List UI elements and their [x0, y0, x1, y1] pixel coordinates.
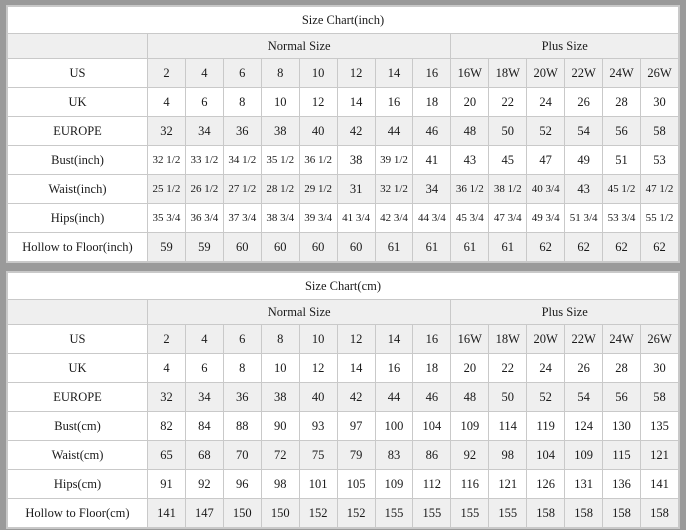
table-row [8, 59, 679, 88]
measurement-cell: 16 [413, 59, 451, 88]
measurement-cell: 65 [148, 441, 186, 470]
measurement-cell: 20W [527, 59, 565, 88]
measurement-cell: 88 [223, 412, 261, 441]
measurement-cell: 62 [565, 233, 603, 262]
measurement-cell: 44 [375, 117, 413, 146]
group-header-cell: Normal Size [148, 34, 451, 59]
measurement-cell: 48 [451, 117, 489, 146]
measurement-cell: 43 [451, 146, 489, 175]
measurement-cell: 116 [451, 470, 489, 499]
measurement-cell: 14 [375, 59, 413, 88]
measurement-cell: 54 [565, 117, 603, 146]
row-label: Hollow to Floor(inch) [8, 233, 148, 262]
measurement-cell: 114 [489, 412, 527, 441]
measurement-cell: 24W [603, 325, 641, 354]
measurement-cell: 61 [413, 233, 451, 262]
measurement-cell: 12 [337, 325, 375, 354]
measurement-cell: 86 [413, 441, 451, 470]
measurement-cell: 60 [223, 233, 261, 262]
table-row [8, 233, 679, 262]
measurement-cell: 31 [337, 175, 375, 204]
row-label: EUROPE [8, 383, 148, 412]
measurement-cell: 61 [489, 233, 527, 262]
measurement-cell: 97 [337, 412, 375, 441]
measurement-cell: 26 [565, 354, 603, 383]
size-chart-cm-table [7, 272, 679, 528]
measurement-cell: 40 [299, 117, 337, 146]
measurement-cell: 51 3/4 [565, 204, 603, 233]
measurement-cell: 98 [489, 441, 527, 470]
measurement-cell: 36 [223, 383, 261, 412]
measurement-cell: 2 [148, 325, 186, 354]
measurement-cell: 68 [185, 441, 223, 470]
measurement-cell: 135 [640, 412, 678, 441]
table-row [8, 175, 679, 204]
measurement-cell: 6 [223, 59, 261, 88]
measurement-cell: 147 [185, 499, 223, 528]
measurement-cell: 44 3/4 [413, 204, 451, 233]
size-chart-title: Size Chart(inch) [8, 7, 679, 34]
measurement-cell: 4 [148, 88, 186, 117]
measurement-cell: 25 1/2 [148, 175, 186, 204]
measurement-cell: 40 [299, 383, 337, 412]
measurement-cell: 60 [299, 233, 337, 262]
measurement-cell: 14 [337, 88, 375, 117]
measurement-cell: 104 [527, 441, 565, 470]
measurement-cell: 33 1/2 [185, 146, 223, 175]
measurement-cell: 59 [185, 233, 223, 262]
measurement-cell: 24 [527, 354, 565, 383]
measurement-cell: 6 [185, 354, 223, 383]
measurement-cell: 90 [261, 412, 299, 441]
measurement-cell: 8 [261, 325, 299, 354]
measurement-cell: 20W [527, 325, 565, 354]
measurement-cell: 100 [375, 412, 413, 441]
measurement-cell: 10 [261, 354, 299, 383]
measurement-cell: 70 [223, 441, 261, 470]
measurement-cell: 44 [375, 383, 413, 412]
table-row [8, 441, 679, 470]
measurement-cell: 24W [603, 59, 641, 88]
measurement-cell: 10 [261, 88, 299, 117]
measurement-cell: 112 [413, 470, 451, 499]
measurement-cell: 20 [451, 354, 489, 383]
measurement-cell: 42 [337, 117, 375, 146]
measurement-cell: 124 [565, 412, 603, 441]
size-chart-inch-table [7, 6, 679, 262]
measurement-cell: 32 1/2 [148, 146, 186, 175]
measurement-cell: 158 [640, 499, 678, 528]
group-header-corner [8, 300, 148, 325]
size-chart-cm [6, 271, 680, 529]
row-label: Hips(cm) [8, 470, 148, 499]
measurement-cell: 6 [185, 88, 223, 117]
measurement-cell: 38 [337, 146, 375, 175]
table-row [8, 88, 679, 117]
table-row [8, 117, 679, 146]
measurement-cell: 26 1/2 [185, 175, 223, 204]
measurement-cell: 18W [489, 59, 527, 88]
measurement-cell: 28 [603, 88, 641, 117]
measurement-cell: 52 [527, 117, 565, 146]
measurement-cell: 12 [299, 354, 337, 383]
measurement-cell: 96 [223, 470, 261, 499]
table-row [8, 325, 679, 354]
measurement-cell: 79 [337, 441, 375, 470]
measurement-cell: 16 [413, 325, 451, 354]
measurement-cell: 48 [451, 383, 489, 412]
measurement-cell: 38 [261, 383, 299, 412]
table-row [8, 204, 679, 233]
table-row [8, 146, 679, 175]
group-header-row [8, 34, 679, 59]
measurement-cell: 18W [489, 325, 527, 354]
size-chart-inch-body [8, 7, 679, 262]
measurement-cell: 37 3/4 [223, 204, 261, 233]
row-label: US [8, 325, 148, 354]
measurement-cell: 60 [261, 233, 299, 262]
measurement-cell: 4 [185, 325, 223, 354]
row-label: Hips(inch) [8, 204, 148, 233]
measurement-cell: 34 [413, 175, 451, 204]
measurement-cell: 32 1/2 [375, 175, 413, 204]
measurement-cell: 18 [413, 88, 451, 117]
measurement-cell: 6 [223, 325, 261, 354]
measurement-cell: 22 [489, 354, 527, 383]
measurement-cell: 98 [261, 470, 299, 499]
measurement-cell: 36 3/4 [185, 204, 223, 233]
measurement-cell: 50 [489, 383, 527, 412]
measurement-cell: 62 [527, 233, 565, 262]
measurement-cell: 50 [489, 117, 527, 146]
group-header-cell: Plus Size [451, 300, 679, 325]
row-label: US [8, 59, 148, 88]
measurement-cell: 34 1/2 [223, 146, 261, 175]
measurement-cell: 47 1/2 [640, 175, 678, 204]
measurement-cell: 24 [527, 88, 565, 117]
measurement-cell: 16 [375, 88, 413, 117]
measurement-cell: 62 [603, 233, 641, 262]
measurement-cell: 32 [148, 383, 186, 412]
measurement-cell: 16W [451, 325, 489, 354]
measurement-cell: 61 [451, 233, 489, 262]
measurement-cell: 39 3/4 [299, 204, 337, 233]
measurement-cell: 41 3/4 [337, 204, 375, 233]
measurement-cell: 59 [148, 233, 186, 262]
measurement-cell: 56 [603, 117, 641, 146]
measurement-cell: 47 3/4 [489, 204, 527, 233]
measurement-cell: 82 [148, 412, 186, 441]
measurement-cell: 32 [148, 117, 186, 146]
table-row [8, 412, 679, 441]
measurement-cell: 8 [261, 59, 299, 88]
measurement-cell: 38 1/2 [489, 175, 527, 204]
measurement-cell: 45 [489, 146, 527, 175]
measurement-cell: 18 [413, 354, 451, 383]
measurement-cell: 84 [185, 412, 223, 441]
measurement-cell: 56 [603, 383, 641, 412]
measurement-cell: 12 [299, 88, 337, 117]
group-header-corner [8, 34, 148, 59]
measurement-cell: 35 1/2 [261, 146, 299, 175]
measurement-cell: 16 [375, 354, 413, 383]
measurement-cell: 54 [565, 383, 603, 412]
measurement-cell: 115 [603, 441, 641, 470]
measurement-cell: 20 [451, 88, 489, 117]
measurement-cell: 109 [451, 412, 489, 441]
measurement-cell: 126 [527, 470, 565, 499]
measurement-cell: 49 3/4 [527, 204, 565, 233]
group-header-cell: Normal Size [148, 300, 451, 325]
title-row [8, 7, 679, 34]
measurement-cell: 10 [299, 325, 337, 354]
measurement-cell: 4 [185, 59, 223, 88]
measurement-cell: 4 [148, 354, 186, 383]
size-chart-title: Size Chart(cm) [8, 273, 679, 300]
measurement-cell: 22W [565, 325, 603, 354]
measurement-cell: 150 [223, 499, 261, 528]
measurement-cell: 55 1/2 [640, 204, 678, 233]
row-label: UK [8, 354, 148, 383]
row-label: UK [8, 88, 148, 117]
measurement-cell: 34 [185, 383, 223, 412]
measurement-cell: 155 [451, 499, 489, 528]
row-label: Waist(inch) [8, 175, 148, 204]
measurement-cell: 155 [413, 499, 451, 528]
measurement-cell: 22W [565, 59, 603, 88]
measurement-cell: 53 3/4 [603, 204, 641, 233]
measurement-cell: 38 [261, 117, 299, 146]
measurement-cell: 35 3/4 [148, 204, 186, 233]
measurement-cell: 36 [223, 117, 261, 146]
measurement-cell: 46 [413, 117, 451, 146]
measurement-cell: 152 [337, 499, 375, 528]
row-label: Hollow to Floor(cm) [8, 499, 148, 528]
table-row [8, 354, 679, 383]
measurement-cell: 26 [565, 88, 603, 117]
measurement-cell: 36 1/2 [451, 175, 489, 204]
measurement-cell: 36 1/2 [299, 146, 337, 175]
measurement-cell: 158 [603, 499, 641, 528]
measurement-cell: 158 [527, 499, 565, 528]
measurement-cell: 155 [489, 499, 527, 528]
measurement-cell: 12 [337, 59, 375, 88]
measurement-cell: 38 3/4 [261, 204, 299, 233]
measurement-cell: 26W [640, 59, 678, 88]
measurement-cell: 14 [375, 325, 413, 354]
measurement-cell: 104 [413, 412, 451, 441]
measurement-cell: 60 [337, 233, 375, 262]
group-header-row [8, 300, 679, 325]
measurement-cell: 109 [565, 441, 603, 470]
measurement-cell: 93 [299, 412, 337, 441]
measurement-cell: 75 [299, 441, 337, 470]
measurement-cell: 51 [603, 146, 641, 175]
measurement-cell: 39 1/2 [375, 146, 413, 175]
row-label: EUROPE [8, 117, 148, 146]
measurement-cell: 49 [565, 146, 603, 175]
size-chart-cm-body [8, 273, 679, 528]
measurement-cell: 26W [640, 325, 678, 354]
measurement-cell: 45 1/2 [603, 175, 641, 204]
row-label: Bust(inch) [8, 146, 148, 175]
measurement-cell: 152 [299, 499, 337, 528]
measurement-cell: 10 [299, 59, 337, 88]
measurement-cell: 30 [640, 354, 678, 383]
measurement-cell: 141 [640, 470, 678, 499]
measurement-cell: 131 [565, 470, 603, 499]
measurement-cell: 83 [375, 441, 413, 470]
measurement-cell: 105 [337, 470, 375, 499]
measurement-cell: 45 3/4 [451, 204, 489, 233]
measurement-cell: 42 [337, 383, 375, 412]
measurement-cell: 43 [565, 175, 603, 204]
measurement-cell: 28 1/2 [261, 175, 299, 204]
measurement-cell: 30 [640, 88, 678, 117]
measurement-cell: 121 [489, 470, 527, 499]
measurement-cell: 14 [337, 354, 375, 383]
measurement-cell: 92 [185, 470, 223, 499]
measurement-cell: 141 [148, 499, 186, 528]
measurement-cell: 8 [223, 88, 261, 117]
measurement-cell: 155 [375, 499, 413, 528]
measurement-cell: 119 [527, 412, 565, 441]
measurement-cell: 29 1/2 [299, 175, 337, 204]
measurement-cell: 109 [375, 470, 413, 499]
measurement-cell: 28 [603, 354, 641, 383]
measurement-cell: 2 [148, 59, 186, 88]
measurement-cell: 150 [261, 499, 299, 528]
measurement-cell: 8 [223, 354, 261, 383]
measurement-cell: 52 [527, 383, 565, 412]
table-row [8, 499, 679, 528]
group-header-cell: Plus Size [451, 34, 679, 59]
measurement-cell: 101 [299, 470, 337, 499]
measurement-cell: 91 [148, 470, 186, 499]
measurement-cell: 27 1/2 [223, 175, 261, 204]
table-row [8, 383, 679, 412]
measurement-cell: 158 [565, 499, 603, 528]
table-row [8, 470, 679, 499]
measurement-cell: 34 [185, 117, 223, 146]
measurement-cell: 47 [527, 146, 565, 175]
measurement-cell: 58 [640, 383, 678, 412]
measurement-cell: 16W [451, 59, 489, 88]
measurement-cell: 42 3/4 [375, 204, 413, 233]
measurement-cell: 121 [640, 441, 678, 470]
measurement-cell: 40 3/4 [527, 175, 565, 204]
measurement-cell: 62 [640, 233, 678, 262]
measurement-cell: 92 [451, 441, 489, 470]
measurement-cell: 72 [261, 441, 299, 470]
row-label: Bust(cm) [8, 412, 148, 441]
measurement-cell: 46 [413, 383, 451, 412]
measurement-cell: 22 [489, 88, 527, 117]
measurement-cell: 61 [375, 233, 413, 262]
measurement-cell: 58 [640, 117, 678, 146]
measurement-cell: 41 [413, 146, 451, 175]
title-row [8, 273, 679, 300]
measurement-cell: 130 [603, 412, 641, 441]
row-label: Waist(cm) [8, 441, 148, 470]
measurement-cell: 136 [603, 470, 641, 499]
measurement-cell: 53 [640, 146, 678, 175]
size-chart-inch [6, 5, 680, 263]
